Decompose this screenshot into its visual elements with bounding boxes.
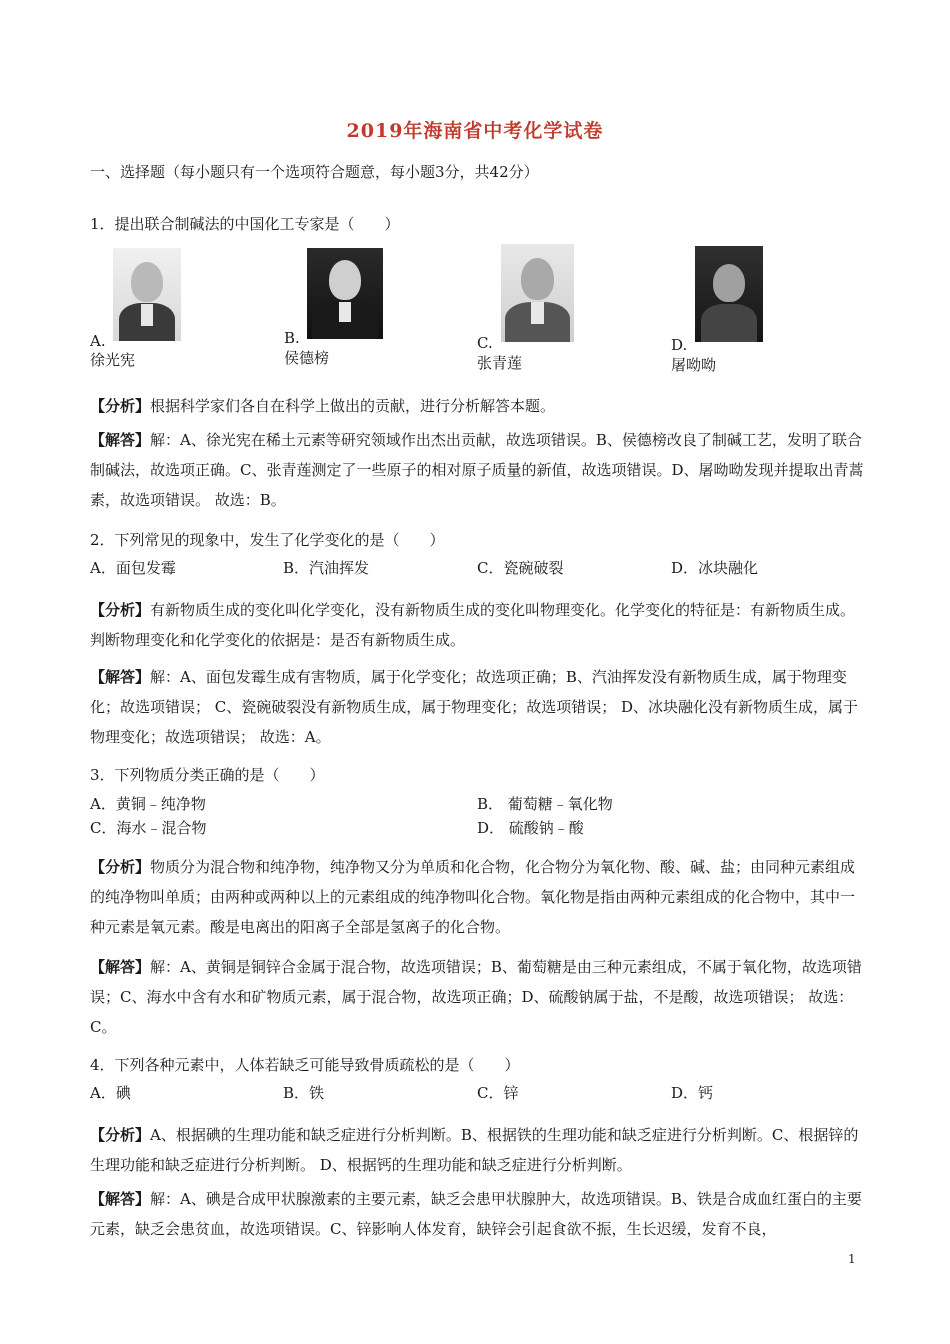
q2-option-c: C．瓷碗破裂 [477, 559, 564, 577]
q3-option-a: A．黄铜﹣纯净物 [90, 795, 206, 813]
analysis-text: 根据科学家们各自在科学上做出的贡献，进行分析解答本题。 [150, 397, 556, 415]
photo-a [113, 248, 181, 341]
analysis-tag: 【分析】 [90, 858, 151, 876]
q2-analysis [90, 595, 865, 655]
q1-option-b-letter: B. [284, 329, 300, 347]
q4-option-d: D．钙 [671, 1084, 714, 1102]
q3-stem: 3．下列物质分类正确的是（ ） [90, 766, 325, 784]
q2-option-a: A．面包发霉 [90, 559, 176, 577]
q2-stem: 2．下列常见的现象中，发生了化学变化的是（ ） [90, 531, 445, 549]
q4-analysis [90, 1120, 865, 1180]
q4-stem: 4．下列各种元素中，人体若缺乏可能导致骨质疏松的是（ ） [90, 1056, 520, 1074]
q1-option-d-name: 屠呦呦 [671, 356, 717, 374]
answer-tag: 【解答】 [90, 958, 151, 976]
q1-stem: 1．提出联合制碱法的中国化工专家是（ ） [90, 215, 400, 233]
q1-option-c-name: 张青莲 [477, 354, 523, 372]
q1-option-a-letter: A. [90, 332, 106, 350]
q4-answer [90, 1184, 865, 1244]
answer-tag: 【解答】 [90, 1190, 151, 1208]
q1-option-d-letter: D. [671, 336, 688, 354]
q2-option-d: D．冰块融化 [671, 559, 759, 577]
q1-answer [90, 425, 865, 515]
photo-b [307, 248, 383, 339]
q1-analysis [90, 391, 865, 421]
analysis-tag: 【分析】 [90, 601, 151, 619]
q4-option-b: B．铁 [283, 1084, 325, 1102]
q3-answer [90, 952, 865, 1042]
q4-option-c: C．锌 [477, 1084, 519, 1102]
photo-c [501, 244, 574, 342]
q2-option-b: B．汽油挥发 [283, 559, 370, 577]
analysis-text: A、根据碘的生理功能和缺乏症进行分析判断。B、根据铁的生理功能和缺乏症进行分析判断。C、根据锌的生理功能和缺乏症进行分析判断。 D、根据钙的生理功能和缺乏症进行分析判断。 [90, 1126, 859, 1174]
answer-text: 解：A、碘是合成甲状腺激素的主要元素，缺乏会患甲状腺肿大，故选项错误。B、铁是合成血红蛋白的主要元素，缺乏会患贫血，故选项错误。C、锌影响人体发育，缺锌会引起食欲不振，生长迟缓，发育不良， [90, 1190, 862, 1238]
q3-option-c: C．海水﹣混合物 [90, 819, 207, 837]
page-title: 2019年海南省中考化学试卷 [346, 120, 604, 142]
q2-answer [90, 662, 865, 752]
analysis-tag: 【分析】 [90, 397, 151, 415]
photo-d [695, 246, 763, 342]
page-number: 1 [848, 1252, 856, 1266]
answer-tag: 【解答】 [90, 431, 151, 449]
answer-text: 解：A、黄铜是铜锌合金属于混合物，故选项错误；B、葡萄糖是由三种元素组成，不属于氧化物，故选项错误；C、海水中含有水和矿物质元素，属于混合物，故选项正确；D、硫酸钠属于盐，不是酸，故选项错误； 故选：C。 [90, 958, 862, 1036]
q1-option-a-name: 徐光宪 [90, 351, 136, 369]
answer-text: 解：A、徐光宪在稀土元素等研究领域作出杰出贡献，故选项错误。B、侯德榜改良了制碱工艺，发明了联合制碱法，故选项正确。C、张青莲测定了一些原子的相对原子质量的新值，故选项错误。D、屠呦呦发现并提取出青蒿素，故选项错误。 故选：B。 [90, 431, 864, 509]
q3-option-b: B． 葡萄糖﹣氧化物 [477, 795, 613, 813]
q3-analysis [90, 852, 865, 942]
q3-option-d: D． 硫酸钠﹣酸 [477, 819, 584, 837]
analysis-tag: 【分析】 [90, 1126, 151, 1144]
q1-option-b-name: 侯德榜 [284, 349, 330, 367]
q4-option-a: A．碘 [90, 1084, 131, 1102]
answer-text: 解：A、面包发霉生成有害物质，属于化学变化；故选项正确；B、汽油挥发没有新物质生成，属于物理变化；故选项错误； C、瓷碗破裂没有新物质生成，属于物理变化；故选项错误； D、冰块融化没有新物质生成，属于物理变化；故选项错误； 故选：A。 [90, 668, 859, 746]
q1-option-c-letter: C. [477, 334, 493, 352]
section-heading: 一、选择题（每小题只有一个选项符合题意，每小题3分，共42分） [90, 163, 539, 181]
answer-tag: 【解答】 [90, 668, 151, 686]
analysis-text: 物质分为混合物和纯净物，纯净物又分为单质和化合物，化合物分为氧化物、酸、碱、盐；由同种元素组成的纯净物叫单质；由两种或两种以上的元素组成的纯净物叫化合物。氧化物是指由两种元素组成的化合物中，其中一种元素是氧元素。酸是电离出的阳离子全部是氢离子的化合物。 [90, 858, 856, 936]
analysis-text: 有新物质生成的变化叫化学变化，没有新物质生成的变化叫物理变化。化学变化的特征是：有新物质生成。判断物理变化和化学变化的依据是：是否有新物质生成。 [90, 601, 856, 649]
